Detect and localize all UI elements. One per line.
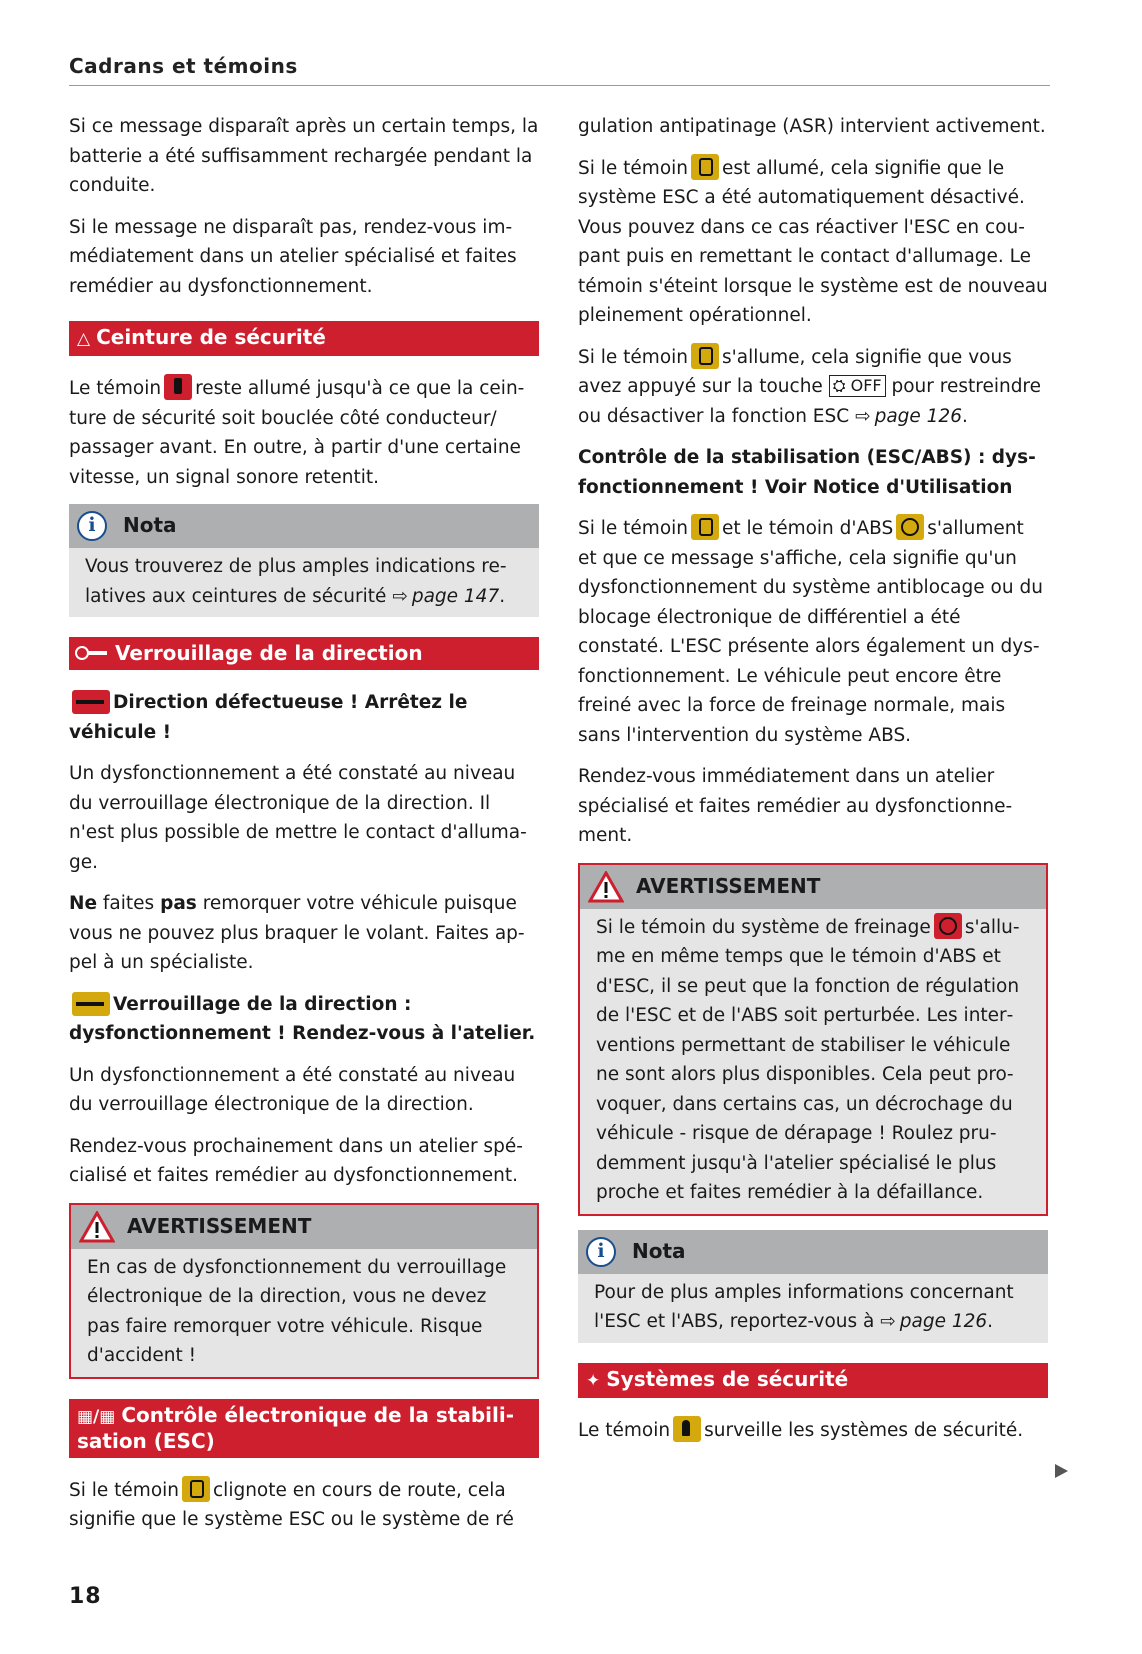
page-reference[interactable]: page 147 <box>411 585 500 607</box>
steering-lock-heading: Verrouillage de la direction <box>69 637 539 670</box>
nota-box-header: i Nota <box>578 1230 1048 1274</box>
esc-heading: ▦/▦ Contrôle électronique de la stabilisation (ESC) <box>69 1399 539 1458</box>
abs-warning-icon <box>896 514 924 540</box>
nota-box-body: Pour de plus amples informations concernant l'ESC et l'ABS, reportez-vous à ⇨ page 126. <box>578 1274 1048 1343</box>
header-rule <box>69 85 1050 86</box>
seatbelt-warning-icon <box>164 374 192 400</box>
nota-box-body: Vous trouverez de plus amples indications relatives aux ceintures de sécurité ⇨ page 147. <box>69 548 539 617</box>
esc-warning-icon <box>691 514 719 540</box>
page-number: 18 <box>69 1584 102 1609</box>
steering-paragraph-4: Rendez-vous prochainement dans un atelier spécialisé et faites remédier au dysfonctionnement. <box>69 1135 523 1186</box>
right-column <box>578 112 1048 1457</box>
esc-warning-icon <box>691 154 719 180</box>
esc-off-icon <box>691 343 719 369</box>
battery-paragraph-2: Si le message ne disparaît pas, rendez-vous immédiatement dans un atelier spécialisé et faites remédier au dysfonctionnement. <box>69 216 517 297</box>
page-header-title: Cadrans et témoins <box>69 54 298 78</box>
esc-paragraph-1: Si le témoin clignote en cours de route, cela signifie que le système ESC ou le système de ré <box>69 1476 539 1535</box>
steering-lock-icon <box>77 651 107 655</box>
safety-systems-heading: ✦ Systèmes de sécurité <box>578 1363 1048 1398</box>
esc-off-key: ⛭ OFF <box>829 375 886 397</box>
page-reference[interactable]: page 126 <box>874 405 962 427</box>
brake-warning-icon <box>934 913 962 939</box>
steering-malfunction-subheading: Verrouillage de la direction : dysfonctionnement ! Rendez-vous à l'atelier. <box>69 993 536 1044</box>
nota-box-seatbelt <box>69 504 539 617</box>
warning-box-header: AVERTISSEMENT <box>71 1205 537 1249</box>
esc-icon: ▦/▦ <box>77 1406 116 1427</box>
warning-box-body: Si le témoin du système de freinage s'allume en même temps que le témoin d'ABS et d'ESC, il se peut que la fonction de régulation de l'ESC et de l'ABS soit perturbée. Les interventions permettant de stabiliser le véhicule ne sont alors plus disponibles. Cela peut provoquer, dans certains cas, un décrochage du véhicule - risque de dérapage ! Roulez prudemment jusqu'à l'atelier spécialisé le plus proche et faites remédier à la défaillance. <box>580 909 1046 1214</box>
airbag-warning-icon <box>673 1416 701 1442</box>
esc-abs-paragraph-2: Rendez-vous immédiatement dans un atelier spécialisé et faites remédier au dysfonctionnement. <box>578 766 1013 846</box>
steering-paragraph-2: Ne faites pas remorquer votre véhicule puisque vous ne pouvez plus braquer le volant. Faites appel à un spécialiste. <box>69 893 525 973</box>
esc-paragraph-2: gulation antipatinage (ASR) intervient activement. <box>578 116 1046 137</box>
warning-triangle-icon <box>79 1211 115 1243</box>
steering-paragraph-1: Un dysfonctionnement a été constaté au niveau du verrouillage électronique de la direction. Il n'est plus possible de mettre le contact d'allumage. <box>69 763 527 873</box>
left-column <box>69 112 539 1547</box>
airbag-icon: ✦ <box>586 1370 601 1391</box>
warning-box-brakes <box>578 863 1048 1216</box>
arrow-right-icon: ⇨ <box>855 405 871 427</box>
continue-arrow-icon <box>1055 1464 1068 1478</box>
steering-defect-subheading: Direction défectueuse ! Arrêtez le véhicule ! <box>69 692 468 743</box>
esc-paragraph-3: Si le témoin est allumé, cela signifie que le système ESC a été automatiquement désactivé. Vous pouvez dans ce cas réactiver l'ESC en coupant puis en remettant le contact d'allumage. Le témoin s'éteint lorsque le système est de nouveau pleinement opérationnel. <box>578 154 1048 331</box>
page-reference[interactable]: page 126 <box>899 1311 988 1332</box>
esc-abs-subheading: Contrôle de la stabilisation (ESC/ABS) : dysfonctionnement ! Voir Notice d'Utilisation <box>578 447 1036 498</box>
info-icon: i <box>77 511 107 541</box>
steering-paragraph-3: Un dysfonctionnement a été constaté au niveau du verrouillage électronique de la direction. <box>69 1064 516 1115</box>
info-icon: i <box>586 1237 616 1267</box>
seatbelt-heading: △ Ceinture de sécurité <box>69 321 539 356</box>
safety-systems-paragraph: Le témoin surveille les systèmes de sécurité. <box>578 1416 1048 1446</box>
seatbelt-paragraph: Le témoin reste allumé jusqu'à ce que la ceinture de sécurité soit bouclée côté conducteur/ passager avant. En outre, à partir d'une certaine vitesse, un signal sonore retentit. <box>69 374 539 492</box>
esc-key-icon: ⛭ <box>832 376 846 395</box>
esc-paragraph-4: Si le témoin s'allume, cela signifie que vous avez appuyé sur la touche ⛭ OFF pour restreindre ou désactiver la fonction ESC ⇨ page 126. <box>578 343 1048 432</box>
nota-box-esc <box>578 1230 1048 1343</box>
esc-warning-icon <box>182 1476 210 1502</box>
nota-box-header: i Nota <box>69 504 539 548</box>
warning-box-steering <box>69 1203 539 1379</box>
esc-abs-paragraph: Si le témoin et le témoin d'ABS s'allument et que ce message s'affiche, cela signifie qu'un dysfonctionnement du système antiblocage ou du blocage électronique de différentiel a été constaté. L'ESC présente alors également un dysfonctionnement. Le véhicule peut encore être freiné avec la force de freinage normale, mais sans l'intervention du système ABS. <box>578 514 1048 750</box>
steering-lock-red-icon <box>72 690 110 714</box>
seatbelt-icon: △ <box>77 329 91 349</box>
arrow-right-icon: ⇨ <box>392 585 408 607</box>
steering-lock-yellow-icon <box>72 992 110 1016</box>
warning-triangle-icon <box>588 871 624 903</box>
warning-box-body: En cas de dysfonctionnement du verrouillage électronique de la direction, vous ne devez pas faire remorquer votre véhicule. Risque d'accident ! <box>71 1249 537 1377</box>
arrow-right-icon: ⇨ <box>880 1311 896 1332</box>
warning-box-header: AVERTISSEMENT <box>580 865 1046 909</box>
battery-paragraph-1: Si ce message disparaît après un certain temps, la batterie a été suffisamment rechargée pendant la conduite. <box>69 116 539 196</box>
